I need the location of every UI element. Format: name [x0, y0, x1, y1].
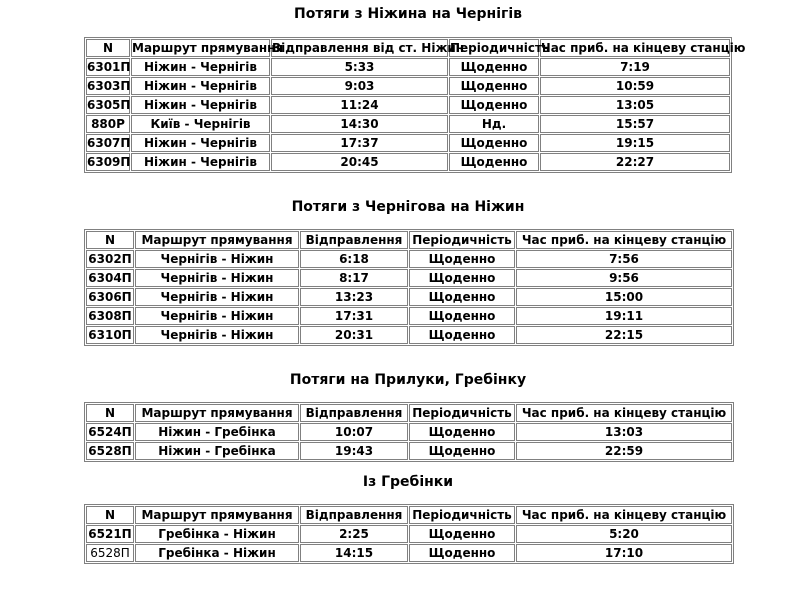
arrival-time: 17:10 — [516, 544, 732, 562]
route: Ніжин - Чернігів — [131, 96, 270, 114]
arrival-time: 15:00 — [516, 288, 732, 306]
table-row — [86, 134, 730, 152]
frequency: Щоденно — [449, 134, 539, 152]
train-number: 6308П — [86, 307, 134, 325]
table-row — [86, 269, 732, 287]
header-cell: Час приб. на кінцеву станцію — [541, 41, 746, 55]
arrival-time: 13:05 — [540, 96, 730, 114]
departure-time: 10:07 — [300, 423, 408, 441]
section-title-chernihiv-nizhyn: Потяги з Чернігова на Ніжин — [291, 199, 525, 215]
frequency: Щоденно — [409, 544, 515, 562]
header-cell: Маршрут прямування — [135, 506, 299, 524]
departure-time: 6:18 — [300, 250, 408, 268]
train-number: 6305П — [87, 98, 131, 112]
departure-time: 20:31 — [300, 326, 408, 344]
route: Чернігів - Ніжин — [135, 269, 299, 287]
table-row — [86, 544, 732, 562]
table-row — [86, 77, 730, 95]
frequency: Щоденно — [449, 77, 539, 95]
departure-time: 9:03 — [271, 77, 448, 95]
route: Гребінка - Ніжин — [135, 525, 299, 543]
table-row — [86, 442, 732, 460]
header-cell: Періодичність — [409, 404, 515, 422]
arrival-time: 22:15 — [516, 326, 732, 344]
train-number: 6303П — [87, 79, 131, 93]
frequency: Щоденно — [409, 423, 515, 441]
route: Гребінка - Ніжин — [135, 544, 299, 562]
train-number: 6309П — [87, 155, 131, 169]
schedule-table — [84, 402, 734, 462]
table-header-row — [86, 231, 732, 249]
arrival-time: 5:20 — [516, 525, 732, 543]
train-number: 6302П — [86, 250, 134, 268]
header-cell: Час приб. на кінцеву станцію — [516, 404, 732, 422]
table-row — [86, 288, 732, 306]
frequency: Щоденно — [449, 153, 539, 171]
frequency: Щоденно — [409, 525, 515, 543]
header-cell: N — [86, 506, 134, 524]
train-number: 6307П — [87, 136, 131, 150]
train-number: 6528П — [86, 442, 134, 460]
frequency: Щоденно — [449, 96, 539, 114]
timetable-chernihiv-nizhyn — [84, 229, 732, 346]
route: Ніжин - Чернігів — [131, 153, 270, 171]
departure-time: 17:37 — [271, 134, 448, 152]
route: Чернігів - Ніжин — [135, 250, 299, 268]
arrival-time: 13:03 — [516, 423, 732, 441]
arrival-time: 7:56 — [516, 250, 732, 268]
schedule-table — [84, 37, 746, 173]
route: Чернігів - Ніжин — [135, 288, 299, 306]
table-row — [86, 250, 732, 268]
train-number: 6524П — [86, 423, 134, 441]
header-cell: N — [86, 231, 134, 249]
header-cell: Маршрут прямування — [132, 41, 284, 55]
header-cell: Періодичність — [409, 231, 515, 249]
arrival-time: 15:57 — [540, 115, 730, 133]
frequency: Нд. — [449, 115, 539, 133]
train-number: 6306П — [86, 288, 134, 306]
table-header-row — [86, 506, 732, 524]
arrival-time: 19:11 — [516, 307, 732, 325]
train-number: 6521П — [86, 525, 134, 543]
header-cell: Відправлення — [300, 506, 408, 524]
table-row — [86, 326, 732, 344]
table-row — [86, 153, 730, 171]
table-row — [86, 423, 732, 441]
table-row — [86, 115, 730, 133]
frequency: Щоденно — [409, 307, 515, 325]
header-cell: Маршрут прямування — [135, 404, 299, 422]
route: Ніжин - Чернігів — [131, 134, 270, 152]
departure-time: 11:24 — [271, 96, 448, 114]
arrival-time: 19:15 — [540, 134, 730, 152]
arrival-time: 7:19 — [540, 58, 730, 76]
departure-time: 19:43 — [300, 442, 408, 460]
route: Чернігів - Ніжин — [135, 307, 299, 325]
frequency: Щоденно — [409, 269, 515, 287]
arrival-time: 22:27 — [540, 153, 730, 171]
frequency: Щоденно — [409, 288, 515, 306]
departure-time: 5:33 — [271, 58, 448, 76]
departure-time: 13:23 — [300, 288, 408, 306]
table-header-row — [86, 39, 730, 57]
train-number: 6310П — [86, 326, 134, 344]
route: Чернігів - Ніжин — [135, 326, 299, 344]
header-cell: N — [86, 39, 130, 57]
departure-time: 20:45 — [271, 153, 448, 171]
arrival-time: 22:59 — [516, 442, 732, 460]
header-cell: Маршрут прямування — [135, 231, 299, 249]
header-cell: N — [86, 404, 134, 422]
frequency: Щоденно — [409, 326, 515, 344]
header-cell: Відправлення — [300, 404, 408, 422]
route: Ніжин - Чернігів — [131, 77, 270, 95]
header-cell: Періодичність — [409, 506, 515, 524]
departure-time: 8:17 — [300, 269, 408, 287]
section-title-from-hrebinka: Із Гребінки — [362, 474, 454, 490]
route: Ніжин - Чернігів — [131, 58, 270, 76]
header-cell: Час приб. на кінцеву станцію — [516, 506, 732, 524]
timetable-nizhyn-chernihiv — [84, 37, 746, 173]
header-cell: Відправлення від ст. Ніжин — [272, 41, 465, 55]
schedule-table — [84, 229, 734, 346]
departure-time: 14:30 — [271, 115, 448, 133]
table-row — [86, 525, 732, 543]
frequency: Щоденно — [409, 442, 515, 460]
route: Ніжин - Гребінка — [135, 423, 299, 441]
schedule-table — [84, 504, 734, 564]
section-title-pryluky-hrebinka: Потяги на Прилуки, Гребінку — [289, 372, 527, 388]
departure-time: 17:31 — [300, 307, 408, 325]
table-row — [86, 58, 730, 76]
header-cell: Періодичність — [450, 41, 550, 55]
train-number: 6528П — [86, 544, 134, 562]
arrival-time: 10:59 — [540, 77, 730, 95]
section-title-nizhyn-chernihiv: Потяги з Ніжина на Чернігів — [294, 6, 522, 22]
train-number: 880Р — [86, 115, 130, 133]
train-number: 6301П — [87, 60, 131, 74]
departure-time: 2:25 — [300, 525, 408, 543]
arrival-time: 9:56 — [516, 269, 732, 287]
route: Ніжин - Гребінка — [135, 442, 299, 460]
train-number: 6304П — [86, 269, 134, 287]
table-row — [86, 96, 730, 114]
timetable-from-hrebinka — [84, 504, 732, 564]
frequency: Щоденно — [449, 58, 539, 76]
departure-time: 14:15 — [300, 544, 408, 562]
table-header-row — [86, 404, 732, 422]
header-cell: Час приб. на кінцеву станцію — [516, 231, 732, 249]
route: Київ - Чернігів — [131, 115, 270, 133]
header-cell: Відправлення — [300, 231, 408, 249]
frequency: Щоденно — [409, 250, 515, 268]
table-row — [86, 307, 732, 325]
timetable-to-hrebinka — [84, 402, 732, 462]
